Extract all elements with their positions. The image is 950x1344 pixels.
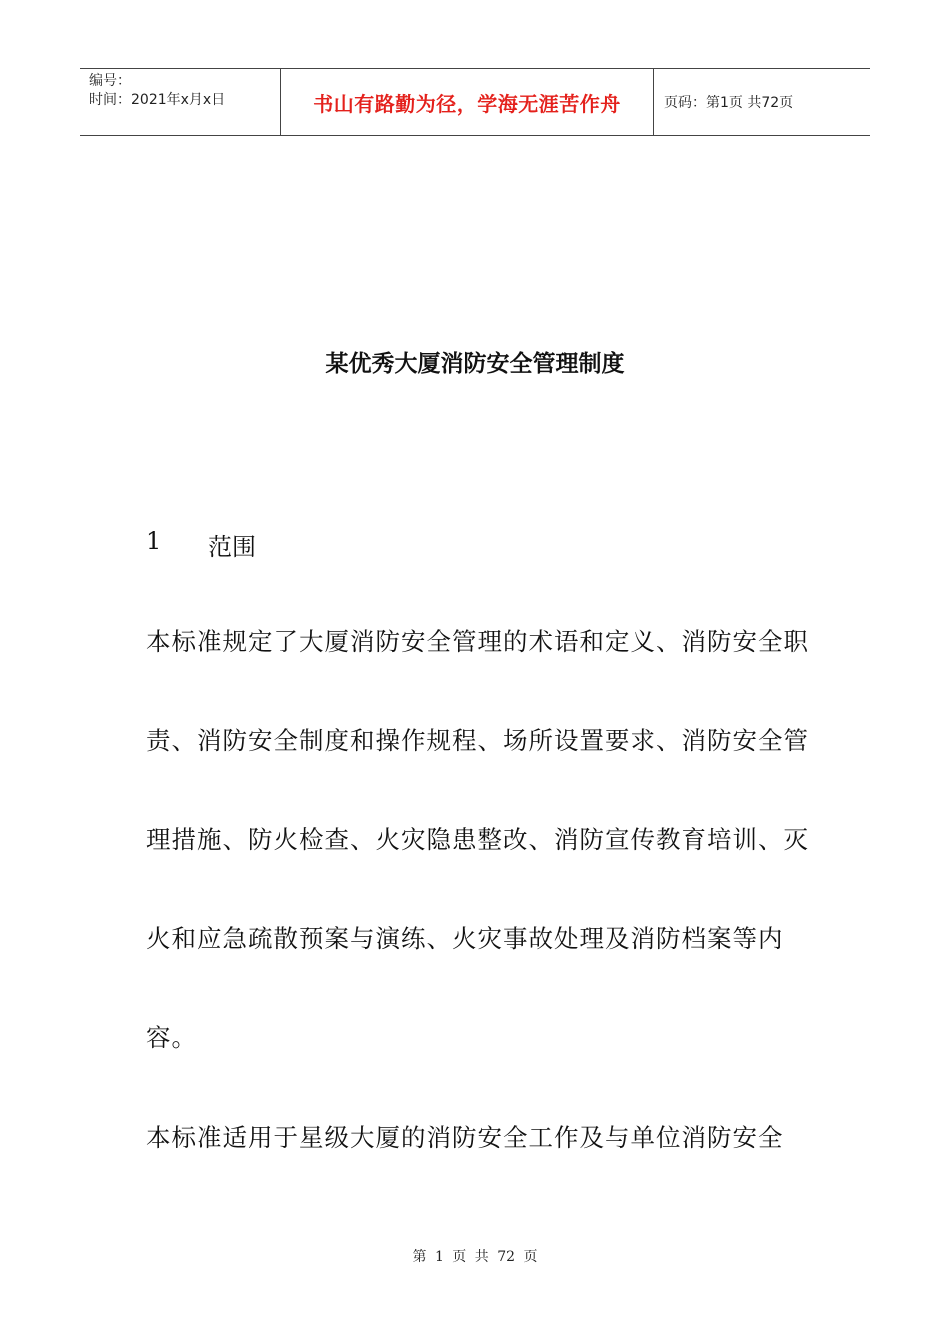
document-title: 某优秀大厦消防安全管理制度 (325, 350, 625, 377)
page-header (80, 68, 870, 136)
document-date-label: 时间：2021年x月x日 (89, 92, 226, 108)
header-meta (80, 69, 281, 135)
header-page-info: 页码：第1页 共72页 (664, 95, 794, 111)
body-paragraph: 本标准规定了大厦消防安全管理的术语和定义、消防安全职责、消防安全制度和操作规程、场所设置要求、消防安全管理措施、防火检查、火灾隐患整改、消防宣传教育培训、灭火和应急疏散预案与演练、火灾事故处理及消防档案等内容。 (146, 627, 809, 1052)
section-title: 范围 (208, 533, 256, 561)
document-number-label: 编号： (89, 73, 131, 89)
section-number: 1 (146, 527, 162, 555)
header-motto: 书山有路勤为径，学海无涯苦作舟 (281, 69, 654, 135)
body-paragraph: 本标准适用于星级大厦的消防安全工作及与单位消防安全 (146, 1123, 784, 1152)
page-footer: 第 1 页 共 72 页 (412, 1249, 538, 1265)
section-heading (146, 527, 256, 562)
